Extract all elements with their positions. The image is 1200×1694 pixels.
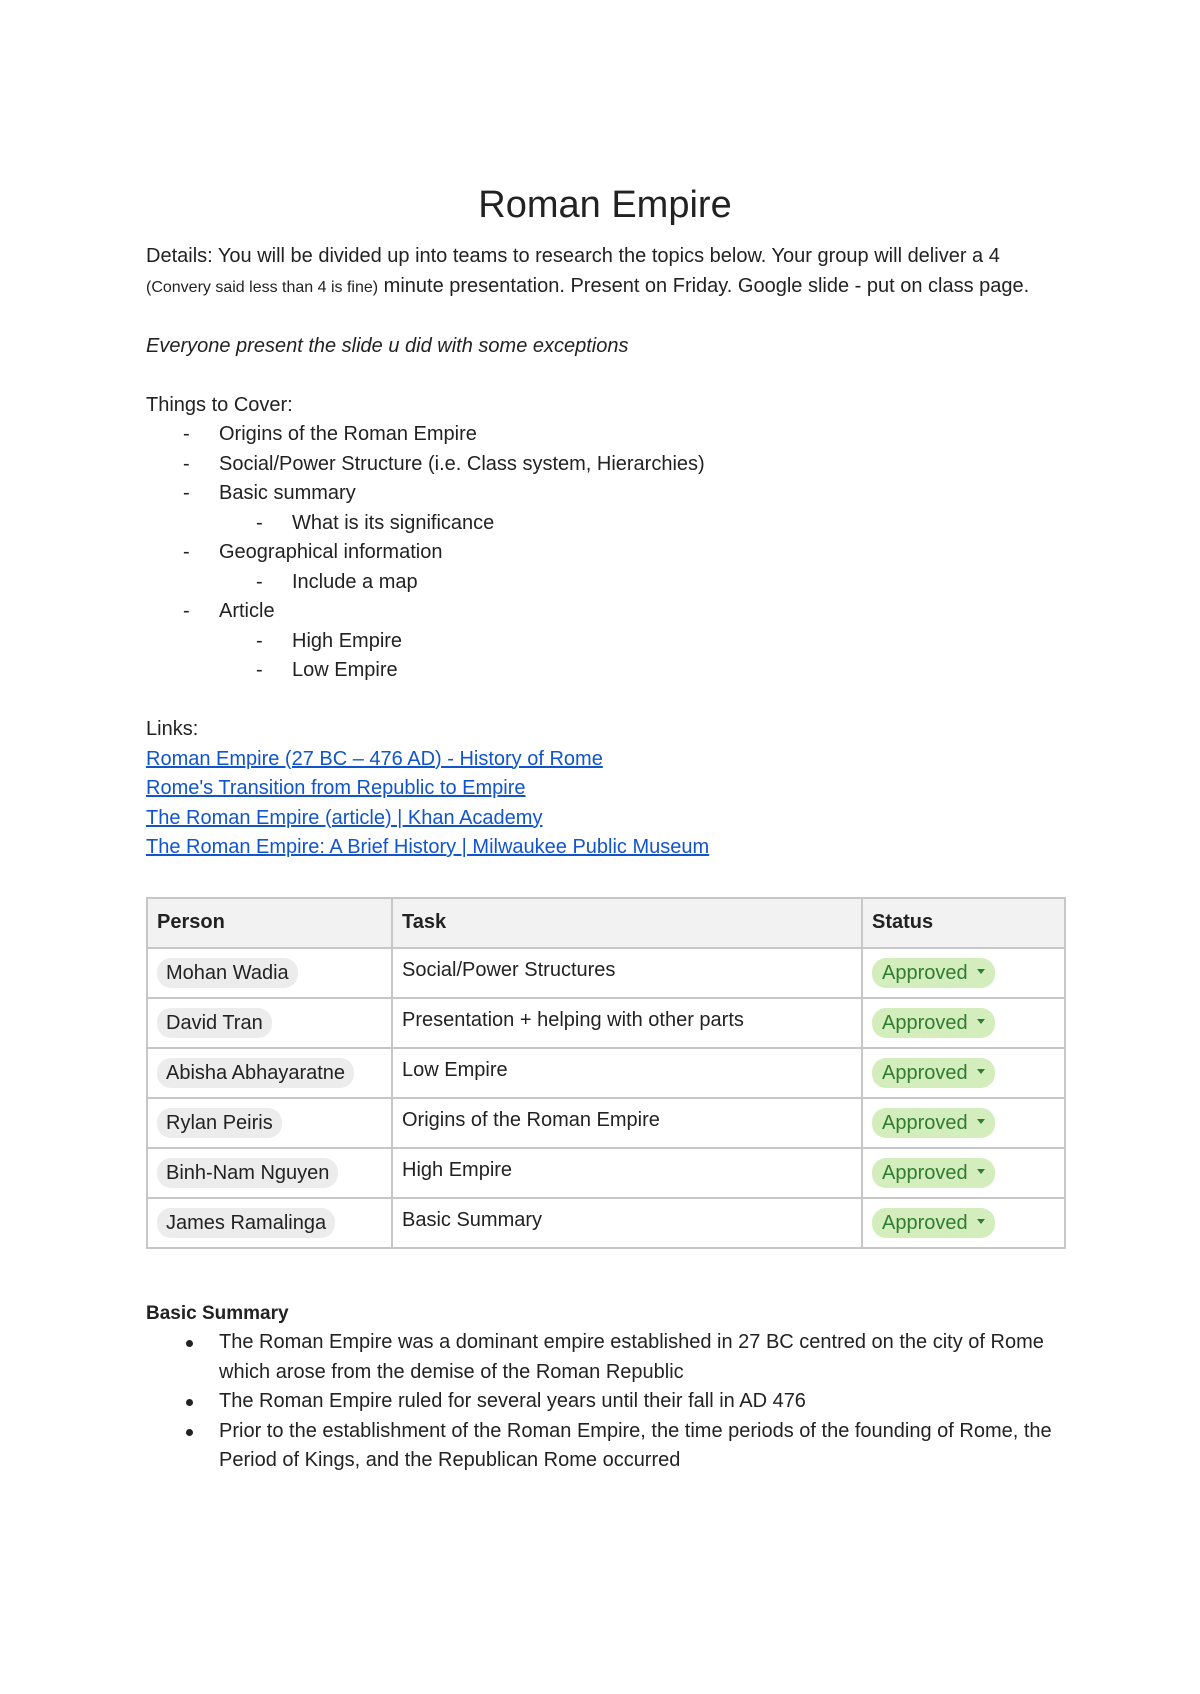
status-dropdown[interactable]: Approved xyxy=(872,958,995,988)
summary-list xyxy=(146,1328,1064,1476)
summary-item: The Roman Empire ruled for several years until their fall in AD 476 xyxy=(146,1387,1064,1417)
dash-marker: - xyxy=(183,482,190,504)
document-page xyxy=(146,180,1064,1476)
things-heading: Things to Cover: xyxy=(146,393,293,416)
details-text-1: Details: You will be divided up into teams to research the topics below. Your group will deliver a 4 xyxy=(146,245,1000,267)
task-table xyxy=(146,897,1066,1249)
caret-down-icon xyxy=(977,1019,985,1024)
status-dropdown[interactable]: Approved xyxy=(872,1158,995,1188)
summary-heading: Basic Summary xyxy=(146,1302,289,1324)
link-republic-to-empire[interactable]: Rome's Transition from Republic to Empire xyxy=(146,777,526,799)
caret-down-icon xyxy=(977,1219,985,1224)
status-dropdown[interactable]: Approved xyxy=(872,1008,995,1038)
status-dropdown[interactable]: Approved xyxy=(872,1058,995,1088)
task-cell: Social/Power Structures xyxy=(392,948,862,998)
task-cell: Presentation + helping with other parts xyxy=(392,998,862,1048)
link-milwaukee-museum[interactable]: The Roman Empire: A Brief History | Milwaukee Public Museum xyxy=(146,836,710,858)
caret-down-icon xyxy=(977,969,985,974)
dash-marker: - xyxy=(183,423,190,445)
things-item: - Social/Power Structure (i.e. Class system, Hierarchies) xyxy=(146,450,1064,480)
details-note: (Convery said less than 4 is fine) xyxy=(146,278,379,296)
things-subitem: - Include a map xyxy=(146,568,1064,598)
table-row xyxy=(147,1148,1065,1198)
link-khan-academy[interactable]: The Roman Empire (article) | Khan Academy xyxy=(146,806,543,829)
person-chip[interactable]: Mohan Wadia xyxy=(157,958,298,988)
table-row xyxy=(147,1198,1065,1248)
dash-marker: - xyxy=(256,629,263,652)
table-row xyxy=(147,1098,1065,1148)
dash-marker: - xyxy=(256,659,263,681)
person-chip[interactable]: Binh-Nam Nguyen xyxy=(157,1158,338,1188)
table-row xyxy=(147,1048,1065,1098)
bullet-icon xyxy=(186,1429,193,1436)
header-task: Task xyxy=(392,898,862,948)
table-row xyxy=(147,948,1065,998)
person-chip[interactable]: David Tran xyxy=(157,1008,272,1038)
details-paragraph xyxy=(146,242,1064,302)
links-heading: Links: xyxy=(146,718,199,740)
presentation-note: Everyone present the slide u did with some exceptions xyxy=(146,334,629,357)
dash-marker: - xyxy=(256,511,263,534)
bullet-icon xyxy=(186,1399,193,1406)
caret-down-icon xyxy=(977,1169,985,1174)
bullet-icon xyxy=(186,1340,193,1347)
table-row xyxy=(147,998,1065,1048)
things-subitem: - High Empire xyxy=(146,627,1064,657)
details-text-2: minute presentation. Present on Friday. Google slide - put on class page. xyxy=(378,274,1030,297)
person-chip[interactable]: James Ramalinga xyxy=(157,1208,335,1238)
link-history-of-rome[interactable]: Roman Empire (27 BC – 476 AD) - History of Rome xyxy=(146,747,603,770)
header-person: Person xyxy=(147,898,392,948)
things-subitem: - What is its significance xyxy=(146,509,1064,539)
things-subitem: - Low Empire xyxy=(146,656,1064,686)
status-dropdown[interactable]: Approved xyxy=(872,1208,995,1238)
caret-down-icon xyxy=(977,1069,985,1074)
person-chip[interactable]: Abisha Abhayaratne xyxy=(157,1058,354,1088)
things-item: - Origins of the Roman Empire xyxy=(146,420,1064,450)
dash-marker: - xyxy=(183,541,190,563)
things-list xyxy=(146,420,1064,686)
task-cell: High Empire xyxy=(392,1148,862,1198)
task-cell: Low Empire xyxy=(392,1048,862,1098)
task-cell: Origins of the Roman Empire xyxy=(392,1098,862,1148)
things-item: - Geographical information xyxy=(146,538,1064,568)
dash-marker: - xyxy=(183,452,190,475)
summary-item: Prior to the establishment of the Roman Empire, the time periods of the founding of Rome, the Period of Kings, and the Republican Rome occurred xyxy=(146,1417,1064,1476)
document-title: Roman Empire xyxy=(478,184,732,226)
summary-item: The Roman Empire was a dominant empire established in 27 BC centred on the city of Rome which arose from the demise of the Roman Republic xyxy=(146,1328,1064,1387)
caret-down-icon xyxy=(977,1119,985,1124)
things-item: - Basic summary xyxy=(146,479,1064,509)
table-header-row xyxy=(147,898,1065,948)
person-chip[interactable]: Rylan Peiris xyxy=(157,1108,282,1138)
status-dropdown[interactable]: Approved xyxy=(872,1108,995,1138)
task-cell: Basic Summary xyxy=(392,1198,862,1248)
header-status: Status xyxy=(862,898,1065,948)
things-item: - Article xyxy=(146,597,1064,627)
dash-marker: - xyxy=(183,600,190,622)
dash-marker: - xyxy=(256,570,263,593)
